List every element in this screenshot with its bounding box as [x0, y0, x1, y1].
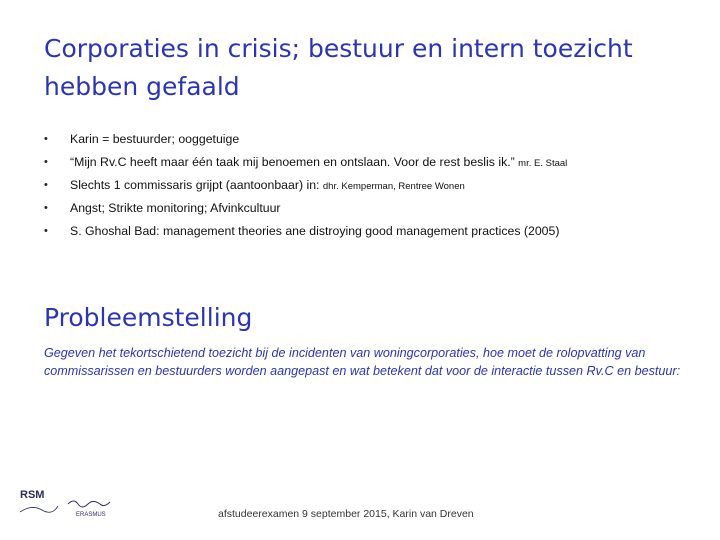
bullet-list [44, 128, 694, 243]
bullet-text: “Mijn Rv.C heeft maar één taak mij benoemen en ontslaan. Voor de rest beslis ik.” [70, 155, 515, 169]
bullet-text: Karin = bestuurder; ooggetuige [70, 132, 240, 146]
bullet-text: Angst; Strikte monitoring; Afvinkcultuur [70, 201, 281, 215]
footer-text: afstudeerexamen 9 september 2015, Karin van Dreven [218, 508, 474, 520]
bullet-item [44, 151, 694, 174]
bullet-item [44, 220, 694, 243]
bullet-icon: • [44, 225, 48, 237]
bullet-item [44, 197, 694, 220]
bullet-icon: • [44, 133, 48, 145]
bullet-item [44, 128, 694, 151]
bullet-item [44, 174, 694, 197]
bullet-source: mr. E. Staal [518, 158, 568, 169]
logo-signature [68, 501, 110, 507]
logo-text: RSM [20, 489, 45, 501]
bullet-icon: • [44, 179, 48, 191]
problem-statement: Gegeven het tekortschietend toezicht bij de incidenten van woningcorporaties, hoe moet de rolopvatting van commissarissen en bestuurders worden aangepast en wat betekent dat voor de interactie tussen Rv.C en bestuur: [44, 346, 681, 378]
logo-subtext: ERASMUS [76, 512, 106, 518]
bullet-source: dhr. Kemperman, Rentree Wonen [322, 181, 465, 192]
rsm-erasmus-logo [18, 486, 118, 522]
bullet-icon: • [44, 202, 48, 214]
section-heading: Probleemstelling [44, 303, 253, 332]
slide-title: Corporaties in crisis; bestuur en intern toezicht hebben gefaald [44, 34, 633, 101]
bullet-icon: • [44, 156, 48, 168]
bullet-text: Slechts 1 commissaris grijpt (aantoonbaar) in: [70, 178, 320, 192]
bullet-text: S. Ghoshal Bad: management theories ane distroying good management practices (2005) [70, 224, 560, 238]
logo-swoosh [20, 506, 58, 512]
